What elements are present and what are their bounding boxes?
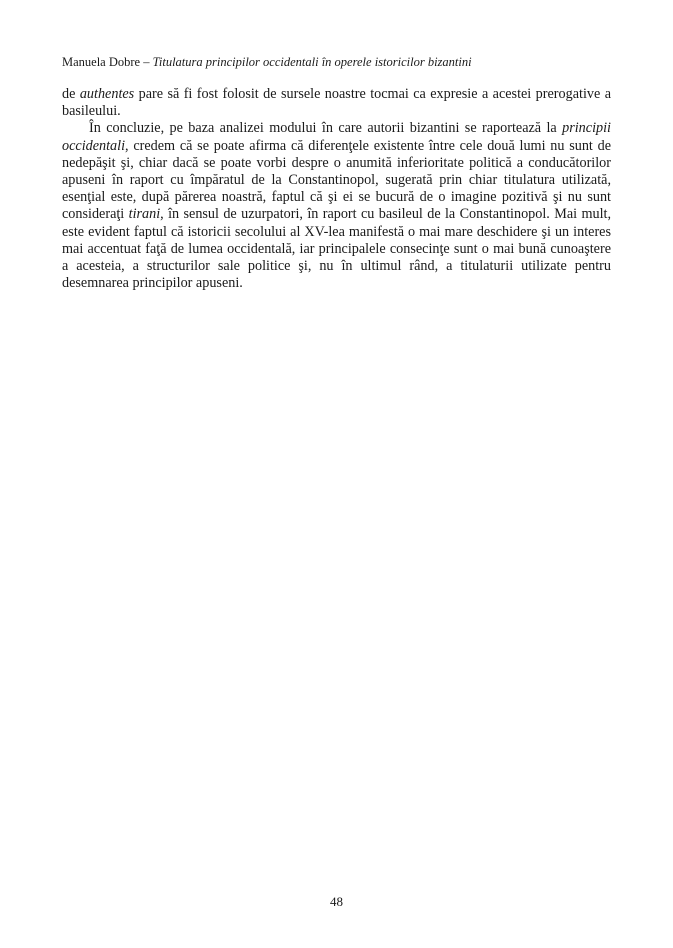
text-run: , în sensul de uzurpatori, în raport cu basileul de la Constantinopol. Mai mult, este evident faptul că istoricii secolului al XV-lea manifestă o mai mare deschidere şi un interes mai accentuat faţă de lumea occidentală, iar principalele consecinţe sunt o mai bună cunoaştere a acesteia, a structurilor sale politice şi, nu în ultimul rând, a titulaturii utilizate pentru desemnarea principilor apuseni.	[62, 206, 612, 292]
text-run: , credem că se poate afirma că diferenţele existente între cele două lumi nu sunt de nedepăşit şi, chiar dacă se poate vorbi despre o anumită inferioritate politică a conducătorilor apuseni în raport cu împăratul de la Constantinopol, sugerată prin chiar titulatura utilizată, esenţial este, după părerea noastră, faptul că şi ei se bucură de o imagine pozitivă şi nu sunt consideraţi	[62, 137, 611, 223]
text-run: de	[62, 86, 80, 102]
text-run: În concluzie, pe baza analizei modului în care autorii bizantini se raportează la	[89, 120, 563, 137]
body-text	[62, 86, 611, 292]
header-author: Manuela Dobre	[62, 55, 141, 69]
header-title: Titulatura principilor occidentali în operele istoricilor bizantini	[152, 55, 472, 69]
text-run-italic: principii occidentali	[62, 120, 611, 154]
page-number: 48	[330, 894, 343, 909]
paragraph-1	[62, 86, 611, 120]
text-run: pare să fi fost folosit de sursele noastre tocmai ca expresie a acestei prerogative a basileului.	[62, 86, 611, 120]
text-run-italic: authentes	[79, 86, 135, 102]
running-header	[62, 54, 622, 70]
header-separator: –	[140, 55, 153, 69]
text-run-italic: tirani	[128, 206, 161, 223]
paragraph-2	[62, 120, 611, 292]
